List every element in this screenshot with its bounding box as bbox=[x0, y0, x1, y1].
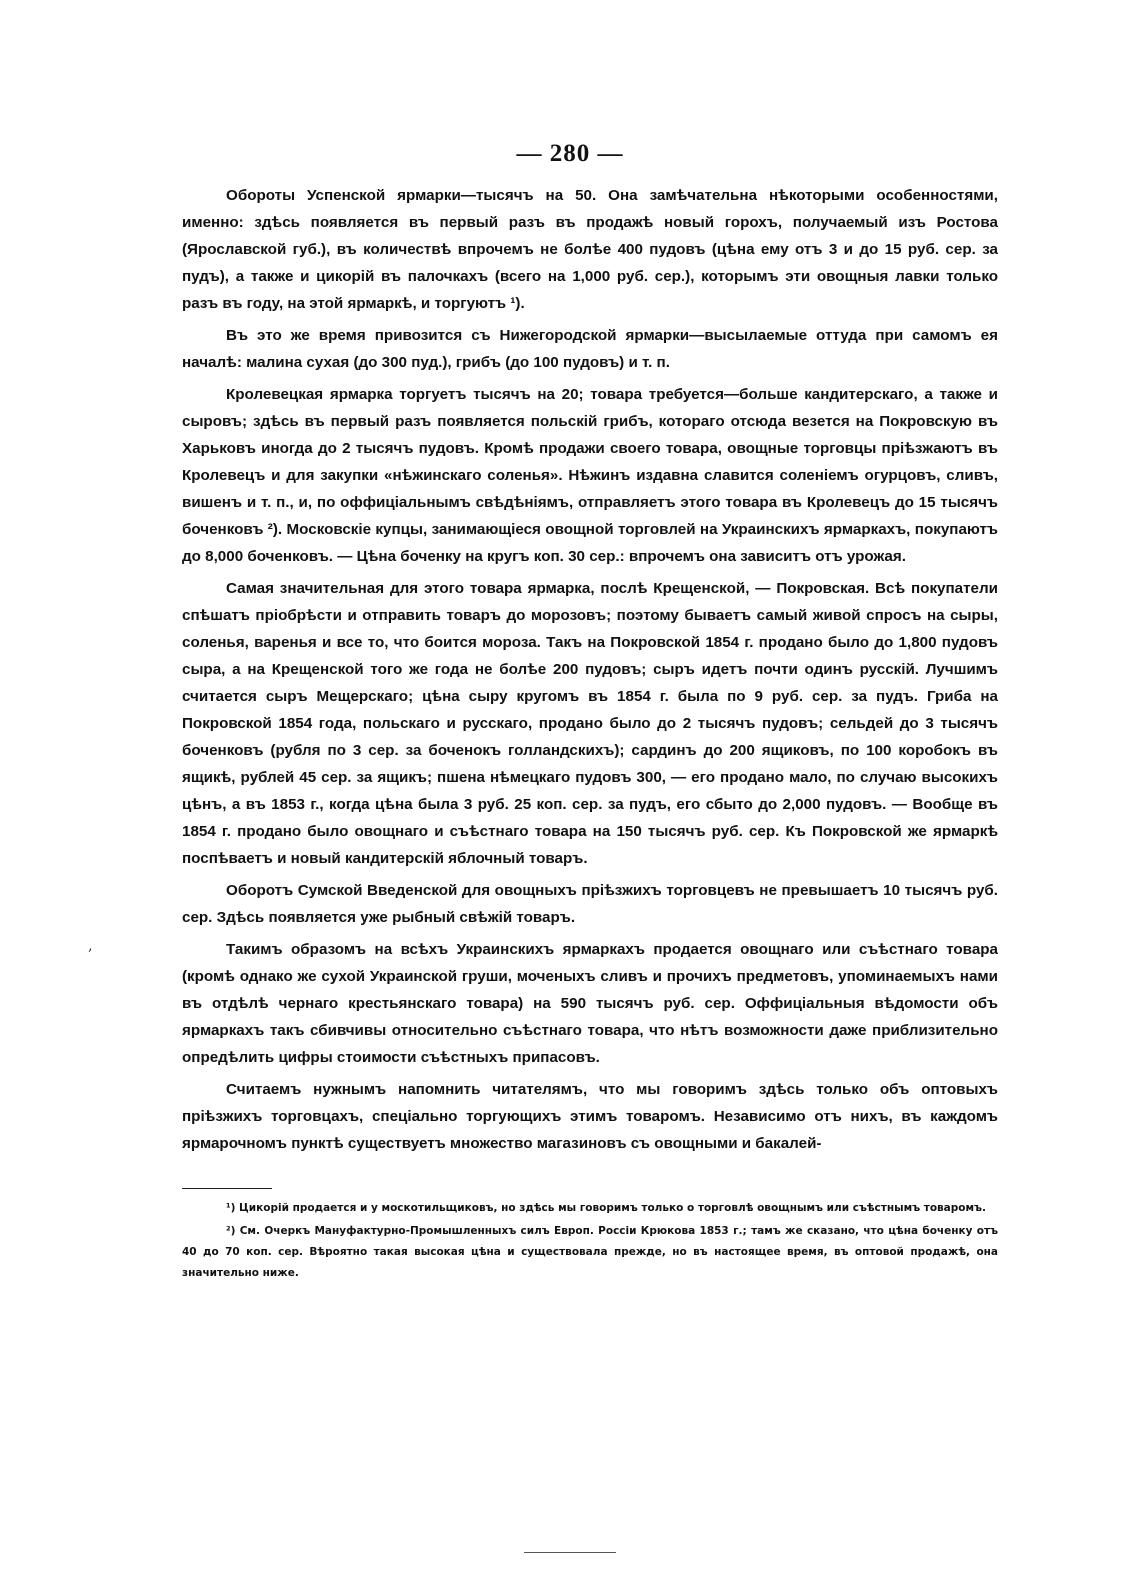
footnotes bbox=[182, 1198, 998, 1286]
paragraph-uspenskaya-fair: Обороты Успенской ярмарки—тысячъ на 50. Она замѣчательна нѣкоторыми особенностями, именно: здѣсь появляется въ первый разъ въ продажѣ новый горохъ, получаемый изъ Ростова (Ярославской губ.), въ количествѣ впрочемъ не болѣе 400 пудовъ (цѣна ему отъ 3 и до 15 руб. сер. за пудъ), а также и цикорiй въ палочкахъ (всего на 1,000 руб. сер.), которымъ эти овощныя лавки только разъ въ году, на этой ярмаркѣ, и торгуютъ ¹). bbox=[182, 187, 998, 312]
footnote-2: ²) См. Очеркъ Мануфактурно-Промышленныхъ силъ Европ. Россiи Крюкова 1853 г.; тамъ же сказано, что цѣна боченку отъ 40 до 70 коп. сер. Вѣроятно такая высокая цѣна и существовала прежде, но въ настоящее время, въ оптовой продажѣ, она значительно ниже. bbox=[182, 1225, 998, 1279]
paragraph-sumy-vvedenskaya-fair: Оборотъ Сумской Введенской для овощныхъ прiѣзжихъ торговцевъ не превышаетъ 10 тысячъ руб. сер. Здѣсь появляется уже рыбный свѣжiй товаръ. bbox=[182, 882, 998, 926]
footnote-divider bbox=[182, 1188, 272, 1189]
paragraph-pokrovskaya-fair: Самая значительная для этого товара ярмарка, послѣ Крещенской, — Покровская. Всѣ покупатели спѣшатъ прiобрѣсти и отправить товаръ до морозовъ; поэтому бываетъ самый живой спросъ на сыры, соленья, варенья и все то, что боится мороза. Такъ на Покровской 1854 г. продано было до 1,800 пудовъ сыра, а на Крещенской того же года не болѣе 200 пудовъ; сыръ идетъ почти одинъ русскiй. Лучшимъ считается сыръ Мещерскаго; цѣна сыру кругомъ въ 1854 г. была по 9 руб. сер. за пудъ. Гриба на Покровской 1854 года, польскаго и русскаго, продано было до 2 тысячъ пудовъ; сельдей до 3 тысячъ боченковъ (рубля по 3 сер. за боченокъ голландскихъ); сардинъ до 200 ящиковъ, по 100 коробокъ въ ящикѣ, рублей 45 сер. за ящикъ; пшена нѣмецкаго пудовъ 300, — его продано мало, по случаю высокихъ цѣнъ, а въ 1853 г., когда цѣна была 3 руб. 25 коп. сер. за пудъ, его сбыто до 2,000 пудовъ. — Вообще въ 1854 г. продано было овощнаго и съѣстнаго товара на 150 тысячъ руб. сер. Къ Покровской же ярмаркѣ поспѣваетъ и новый кандитерскiй яблочный товаръ. bbox=[182, 580, 998, 867]
paragraph-nizhny-novgorod-goods: Въ это же время привозится съ Нижегородской ярмарки—высылаемые оттуда при самомъ ея началѣ: малина сухая (до 300 пуд.), грибъ (до 100 пудовъ) и т. п. bbox=[182, 327, 998, 371]
body-text bbox=[182, 182, 998, 1162]
paragraph-krolevets-fair: Кролевецкая ярмарка торгуетъ тысячъ на 20; товара требуется—больше кандитерскаго, а также и сыровъ; здѣсь въ первый разъ появляется польскiй грибъ, котораго отсюда везется на Покровскую въ Харьковъ иногда до 2 тысячъ пудовъ. Кромѣ продажи своего товара, овощные торговцы прiѣзжаютъ въ Кролевецъ и для закупки «нѣжинскаго соленья». Нѣжинъ издавна славится соленiемъ огурцовъ, сливъ, вишенъ и т. п., и, по оффицiальнымъ свѣдѣнiямъ, отправляетъ этого товара въ Кролевецъ до 15 тысячъ боченковъ ²). Московскiе купцы, занимающiеся овощной торговлей на Украинскихъ ярмаркахъ, покупаютъ до 8,000 боченковъ. — Цѣна боченку на кругъ коп. 30 сер.: впрочемъ она зависитъ отъ урожая. bbox=[182, 386, 998, 565]
paragraph-wholesale-note: Считаемъ нужнымъ напомнить читателямъ, что мы говоримъ здѣсь только объ оптовыхъ прiѣзжихъ торговцахъ, спецiально торгующихъ этимъ товаромъ. Независимо отъ нихъ, въ каждомъ ярмарочномъ пунктѣ существуетъ множество магазиновъ съ овощными и бакалей- bbox=[182, 1081, 998, 1152]
margin-mark: ‚ bbox=[88, 938, 93, 954]
page-number: — 280 — bbox=[516, 140, 624, 167]
bottom-divider bbox=[524, 1552, 616, 1553]
footnote-1: ¹) Цикорiй продается и у москотильщиковъ, но здѣсь мы говоримъ только о торговлѣ овощнымъ или съѣстнымъ товаромъ. bbox=[226, 1202, 986, 1214]
paragraph-ukrainian-fairs-total: Такимъ образомъ на всѣхъ Украинскихъ ярмаркахъ продается овощнаго или съѣстнаго товара (кромѣ однако же сухой Украинской груши, моченыхъ сливъ и прочихъ предметовъ, упоминаемыхъ нами въ отдѣлѣ чернаго крестьянскаго товара) на 590 тысячъ руб. сер. Оффицiальныя вѣдомости объ ярмаркахъ такъ сбивчивы относительно съѣстнаго товара, что нѣтъ возможности даже приблизительно опредѣлить цифры стоимости съѣстныхъ припасовъ. bbox=[182, 941, 998, 1066]
